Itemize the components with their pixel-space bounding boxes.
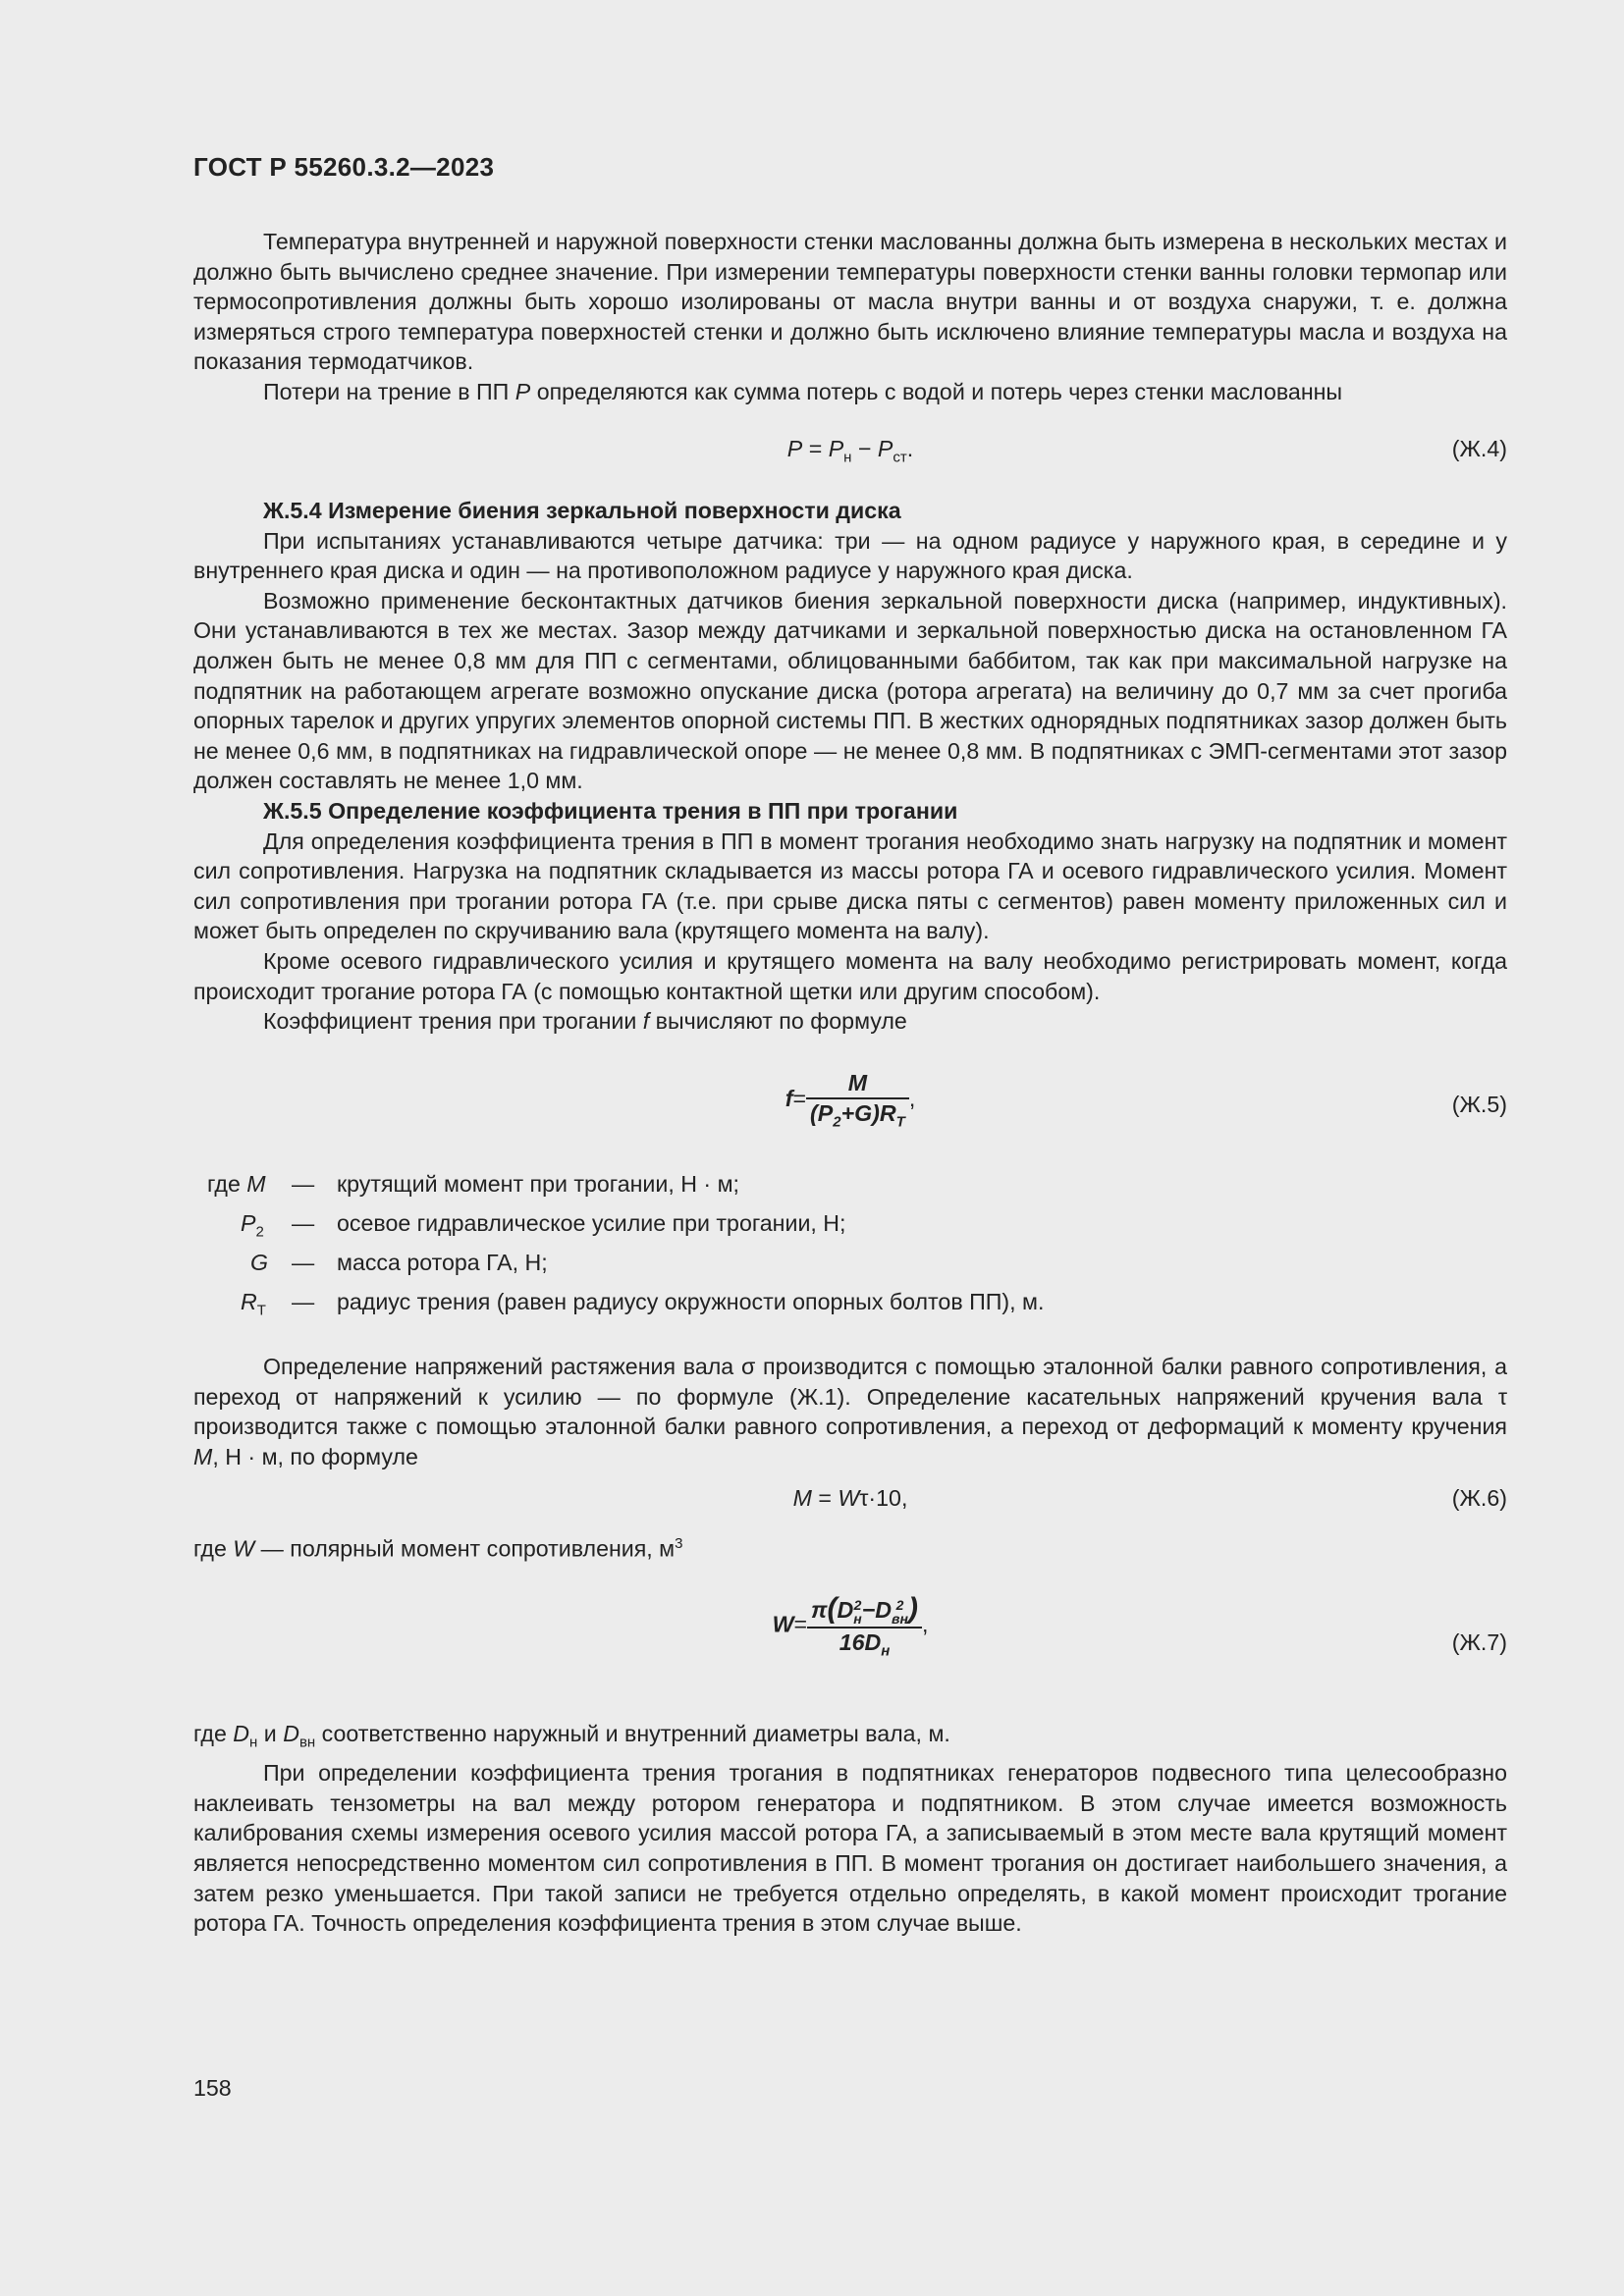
equation-number: (Ж.7)	[1451, 1629, 1507, 1655]
paragraph-contactless-sensors: Возможно применение бесконтактных датчиков биения зеркальной поверхности диска (например, индуктивных). Они устанавливаются в тех же местах. Зазор между датчиками и зеркальной поверхностью диска на остановленном ГА должен быть не менее 0,8 мм для ПП с сегментами, облицованными баббитом, так как при максимальной нагрузке на подпятник на работающем агрегате возможно опускание диска (ротора агрегата) на величину до 0,7 мм за счет прогиба опорных тарелок и других упругих элементов опорной системы ПП. В жестких однорядных подпятниках зазор должен быть не менее 0,6 мм, в подпятниках на гидравлической опоре — не менее 0,8 мм. В подпятниках с ЭМП-сегментами этот зазор должен составлять не менее 1,0 мм.	[193, 587, 1507, 794]
equation-number: (Ж.4)	[1451, 436, 1507, 461]
paragraph-coefficient-formula: Коэффициент трения при трогании f вычисляют по формуле	[263, 1008, 907, 1035]
equation-zh7	[193, 1592, 1507, 1681]
equation-zh5	[193, 1070, 1507, 1148]
paragraph-friction-losses: Потери на трение в ПП P определяются как сумма потерь с водой и потерь через стенки маслованны	[263, 378, 1343, 404]
paragraph-sensors: При испытаниях устанавливаются четыре датчика: три — на одном радиусе у наружного края, в середине и у внутреннего края диска и один — на противоположном радиусе у наружного края диска.	[193, 527, 1507, 584]
text-block-runout-and-friction	[193, 496, 1507, 1037]
fraction: π(D 2 н −D 2 вн ) $16D_н$	[807, 1592, 922, 1660]
section-heading-runout: Ж.5.4 Измерение биения зеркальной поверхности диска	[263, 498, 901, 523]
text-block-temperature	[193, 227, 1507, 407]
section-heading-friction-coefficient: Ж.5.5 Определение коэффициента трения в ПП при трогании	[263, 797, 958, 824]
paragraph-register-moment: Кроме осевого гидравлического усилия и крутящего момента на валу необходимо регистрировать момент, когда происходит трогание ротора ГА (с помощью контактной щетки или другим способом).	[193, 947, 1507, 1004]
paragraph-strain-gauges: При определении коэффициента трения трогания в подпятниках генераторов подвесного типа целесообразно наклеивать тензометры на вал между ротором генератора и подпятником. В этом случае имеется возможность калибрования схемы измерения осевого усилия массой ротора ГА, а записываемый в этом месте вала крутящий момент является непосредственно моментом сил сопротивления в ПП. В момент трогания он достигает наибольшего значения, а затем резко уменьшается. При такой записи не требуется отдельно определять, в какой момент происходит трогание ротора ГА. Точность определения коэффициента трения в этом случае выше.	[193, 1760, 1507, 1937]
paragraph-load: Для определения коэффициента трения в ПП в момент трогания необходимо знать нагрузку на подпятник и момент сил сопротивления. Нагрузка на подпятник складывается из массы ротора ГА и осевого гидравлического усилия. Момент сил сопротивления при трогании ротора ГА (т.е. при срыве диска пяты с сегментов) равен моменту приложенных сил и может быть определен по скручиванию вала (крутящего момента на валу).	[193, 828, 1507, 944]
formula-zh6: M = Wτ·10,	[792, 1485, 908, 1511]
page-number: 158	[193, 2075, 232, 2101]
text-block-strain-gauges	[193, 1719, 1507, 1939]
paragraph-diameters: где $D_н$ и $D_{вн}$ соответственно наружный и внутренний диаметры вала, м.	[193, 1721, 950, 1751]
formula-zh7: W= π(D 2 н −D 2 вн ) $16D_н$ ,	[772, 1592, 929, 1660]
equation-number: (Ж.6)	[1451, 1485, 1507, 1511]
w-definition: где W — полярный момент сопротивления, $м^3$	[193, 1535, 683, 1562]
equation-number: (Ж.5)	[1451, 1092, 1507, 1117]
paragraph-stress: Определение напряжений растяжения вала σ производится с помощью эталонной балки равного сопротивления, а переход от напряжений к усилию — по формуле (Ж.1). Определение касательных напряжений кручения вала τ производится также с помощью эталонной балки равного сопротивления, а переход от деформаций к моменту кручения M, Н · м, по формуле	[193, 1354, 1507, 1469]
page-header: ГОСТ Р 55260.3.2—2023	[193, 152, 495, 182]
formula-zh5: f= $\frac{M}{(P_2+G)R_Т}$ ,	[785, 1070, 916, 1131]
text-block-stress	[193, 1352, 1507, 1471]
formula-zh4: $P = P_н - P_{ст}$.	[786, 436, 914, 466]
fraction: $\frac{M}{(P_2+G)R_Т}$	[806, 1070, 909, 1131]
paragraph-temperature: Температура внутренней и наружной поверхности стенки маслованны должна быть измерена в нескольких местах и должно быть вычислено среднее значение. При измерении температуры поверхности стенки ванны головки термопар или термосопротивления должны быть хорошо изолированы от масла внутри ванны и от воздуха снаружи, т. е. должна измеряться строго температура поверхностей стенки и должно быть исключено влияние температуры масла и воздуха на показания термодатчиков.	[193, 229, 1507, 375]
